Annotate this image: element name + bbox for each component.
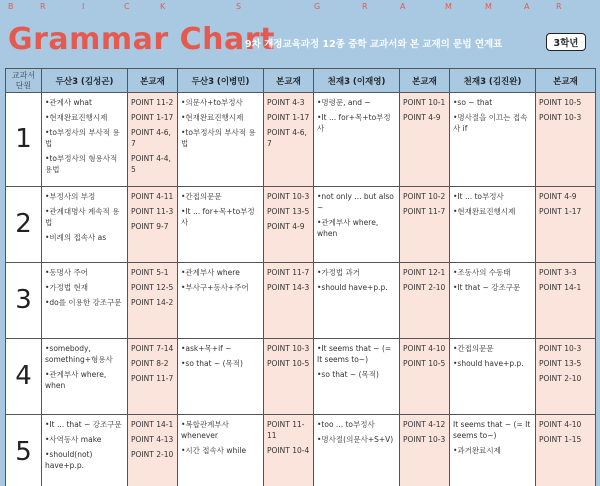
grammar-item: •현재완료진행시제 <box>453 207 516 216</box>
book-header: 천재3 (이재영) <box>314 69 400 93</box>
grammar-cell <box>450 187 536 263</box>
brand-letter: M <box>485 2 492 11</box>
point-ref: POINT 14-1 <box>131 420 174 429</box>
point-ref: POINT 5-1 <box>131 268 169 277</box>
point-cell <box>400 93 450 187</box>
point-ref: POINT 14-1 <box>539 283 582 292</box>
grammar-item: •It ... that ~ 강조구문 <box>45 420 122 429</box>
point-ref: POINT 4-6, 7 <box>267 128 307 148</box>
book-header: 천재3 (김진완) <box>450 69 536 93</box>
point-cell <box>536 187 596 263</box>
point-ref: POINT 10-3 <box>267 344 310 353</box>
ref-header: 본교재 <box>264 69 314 93</box>
grammar-item: •명령문, and ~ <box>317 98 371 107</box>
grammar-item: •가정법 과거 <box>317 268 361 277</box>
brand-letter: G <box>314 2 321 11</box>
point-ref: POINT 7-14 <box>131 344 174 353</box>
point-ref: POINT 3-3 <box>539 268 577 277</box>
point-cell <box>400 263 450 339</box>
brand-letter: R <box>40 2 46 11</box>
point-cell <box>128 339 178 415</box>
point-ref: POINT 4-9 <box>403 113 441 122</box>
brand-letter: K <box>160 2 166 11</box>
point-ref: POINT 1-15 <box>539 435 582 444</box>
point-ref: POINT 11-7 <box>131 374 174 383</box>
ref-header: 본교재 <box>400 69 450 93</box>
point-ref: POINT 8-2 <box>131 359 169 368</box>
grammar-item: •so that ~ (목적) <box>181 359 243 368</box>
point-cell <box>536 415 596 486</box>
table-row <box>6 263 596 339</box>
table-row <box>6 339 596 415</box>
point-cell <box>128 415 178 486</box>
brand-letter: S <box>236 2 242 11</box>
grammar-item: •should have+p.p. <box>453 359 524 368</box>
grammar-item: It seems that ~ (= It seems to~) <box>453 420 531 440</box>
point-ref: POINT 4-10 <box>539 420 582 429</box>
grammar-item: •to부정사의 부사적 용법 <box>181 128 256 148</box>
unit-header-line: 단원 <box>15 80 32 90</box>
ref-header: 본교재 <box>536 69 596 93</box>
grammar-item: •동명사 주어 <box>45 268 89 277</box>
point-cell <box>400 415 450 486</box>
grammar-item: •관계사 what <box>45 98 92 107</box>
point-ref: POINT 9-7 <box>131 222 169 231</box>
brand-letter: A <box>400 2 406 11</box>
point-ref: POINT 13-5 <box>539 359 582 368</box>
book-header: 두산3 (김성곤) <box>42 69 128 93</box>
grammar-item: •비례의 접속사 as <box>45 233 107 242</box>
point-ref: POINT 4-11 <box>131 192 174 201</box>
grammar-cell <box>450 415 536 486</box>
unit-header <box>6 69 42 93</box>
point-ref: POINT 4-12 <box>403 420 446 429</box>
grammar-cell <box>42 263 128 339</box>
grammar-item: •관계부사 where <box>181 268 240 277</box>
grammar-cell <box>314 263 400 339</box>
grammar-item: •부정사의 부정 <box>45 192 96 201</box>
unit-number: 4 <box>6 339 42 415</box>
point-cell <box>536 263 596 339</box>
unit-number: 5 <box>6 415 42 486</box>
point-ref: POINT 4-4, 5 <box>131 154 171 174</box>
brand-letter: M <box>445 2 452 11</box>
point-cell <box>400 339 450 415</box>
brand-letters <box>0 2 600 14</box>
point-cell <box>264 415 314 486</box>
grammar-item: •ask+목+if ~ <box>181 344 232 353</box>
point-ref: POINT 11-7 <box>403 207 446 216</box>
grammar-item: •명사절(의문사+S+V) <box>317 435 394 444</box>
grammar-item: •to부정사의 부사적 용법 <box>45 128 120 148</box>
grammar-item: •It ... for+목+to부정사 <box>317 113 391 133</box>
point-ref: POINT 1-17 <box>131 113 174 122</box>
point-ref: POINT 1-17 <box>539 207 582 216</box>
grammar-item: •관계부사 where, when <box>45 370 107 390</box>
grammar-item: •to부정사의 형용사적 용법 <box>45 154 118 174</box>
grammar-item: •too ... to부정사 <box>317 420 375 429</box>
grammar-item: •do를 이용한 강조구문 <box>45 298 122 307</box>
point-cell <box>264 263 314 339</box>
point-ref: POINT 10-3 <box>539 344 582 353</box>
page-title: Grammar Chart <box>8 22 275 57</box>
grammar-cell <box>178 263 264 339</box>
point-ref: POINT 11-2 <box>131 98 174 107</box>
brand-letter: A <box>524 2 530 11</box>
point-ref: POINT 12-5 <box>131 283 174 292</box>
point-ref: POINT 14-3 <box>267 283 310 292</box>
grammar-item: •관계대명사 계속적 용법 <box>45 207 120 227</box>
grammar-item: •not only ... but also ~ <box>317 192 394 212</box>
grammar-item: •명사절을 이끄는 접속사 if <box>453 113 528 133</box>
grammar-item: •조동사의 수동태 <box>453 268 511 277</box>
grammar-cell <box>178 187 264 263</box>
point-cell <box>536 93 596 187</box>
table-row <box>6 187 596 263</box>
grammar-item: •should(not) have+p.p. <box>45 450 93 470</box>
point-ref: POINT 10-4 <box>267 446 310 455</box>
grammar-cell <box>450 339 536 415</box>
point-ref: POINT 10-5 <box>403 359 446 368</box>
grammar-cell <box>42 339 128 415</box>
header-row <box>6 69 596 93</box>
grammar-item: •should have+p.p. <box>317 283 388 292</box>
grammar-item: •so that ~ (목적) <box>317 370 379 379</box>
grammar-item: •현재완료진행시제 <box>45 113 108 122</box>
point-ref: POINT 2-10 <box>403 283 446 292</box>
grammar-item: •It ... to부정사 <box>453 192 504 201</box>
grammar-item: •It ... for+목+to부정사 <box>181 207 255 227</box>
grade-badge: 3학년 <box>546 33 586 51</box>
grammar-item: •관계부사 where, when <box>317 218 379 238</box>
grammar-item: •시간 접속사 while <box>181 446 247 455</box>
grammar-cell <box>450 93 536 187</box>
point-cell <box>128 93 178 187</box>
grammar-cell <box>314 339 400 415</box>
grammar-cell <box>42 415 128 486</box>
point-cell <box>536 339 596 415</box>
grammar-item: •과거완료시제 <box>453 446 501 455</box>
grammar-cell <box>314 93 400 187</box>
grammar-item: •It that ~ 강조구문 <box>453 283 521 292</box>
point-ref: POINT 11-11 <box>267 420 305 440</box>
point-ref: POINT 10-2 <box>403 192 446 201</box>
grammar-item: •현재완료진행시제 <box>181 113 244 122</box>
grammar-item: •사역동사 make <box>45 435 102 444</box>
table-row <box>6 415 596 486</box>
point-ref: POINT 2-10 <box>131 450 174 459</box>
point-ref: POINT 4-9 <box>539 192 577 201</box>
grammar-cell <box>314 415 400 486</box>
point-ref: POINT 4-6, 7 <box>131 128 171 148</box>
unit-number: 3 <box>6 263 42 339</box>
book-header: 두산3 (이병민) <box>178 69 264 93</box>
grammar-item: •somebody, something+형용사 <box>45 344 113 364</box>
point-ref: POINT 10-5 <box>539 98 582 107</box>
unit-header-line: 교과서 <box>11 70 36 80</box>
point-ref: POINT 11-3 <box>131 207 174 216</box>
grammar-item: •간접의문문 <box>453 344 494 353</box>
point-ref: POINT 4-3 <box>267 98 305 107</box>
grammar-chart-table <box>5 68 596 486</box>
point-ref: POINT 13-5 <box>267 207 310 216</box>
grammar-cell <box>314 187 400 263</box>
grammar-item: •so ~ that <box>453 98 493 107</box>
brand-letter: C <box>124 2 130 11</box>
grammar-cell <box>178 415 264 486</box>
point-cell <box>264 187 314 263</box>
grammar-item: •가정법 현재 <box>45 283 89 292</box>
grammar-item: •복합관계부사 whenever <box>181 420 229 440</box>
point-ref: POINT 10-3 <box>539 113 582 122</box>
point-ref: POINT 11-7 <box>267 268 310 277</box>
point-ref: POINT 1-17 <box>267 113 310 122</box>
grammar-cell <box>450 263 536 339</box>
brand-letter: R <box>556 2 562 11</box>
table-row <box>6 93 596 187</box>
brand-letter: B <box>8 2 14 11</box>
grammar-cell <box>42 187 128 263</box>
point-ref: POINT 10-1 <box>403 98 446 107</box>
grammar-cell <box>178 93 264 187</box>
grammar-cell <box>178 339 264 415</box>
point-ref: POINT 10-3 <box>403 435 446 444</box>
brand-letter: I <box>82 2 85 11</box>
point-ref: POINT 12-1 <box>403 268 446 277</box>
point-cell <box>264 339 314 415</box>
point-cell <box>128 187 178 263</box>
point-ref: POINT 10-5 <box>267 359 310 368</box>
grammar-item: •간접의문문 <box>181 192 222 201</box>
brand-letter: R <box>362 2 368 11</box>
point-cell <box>264 93 314 187</box>
unit-number: 2 <box>6 187 42 263</box>
point-ref: POINT 14-2 <box>131 298 174 307</box>
point-cell <box>400 187 450 263</box>
grammar-cell <box>42 93 128 187</box>
grammar-item: •의문사+to부정사 <box>181 98 243 107</box>
point-ref: POINT 4-13 <box>131 435 174 444</box>
point-cell <box>128 263 178 339</box>
point-ref: POINT 4-9 <box>267 222 305 231</box>
point-ref: POINT 4-10 <box>403 344 446 353</box>
point-ref: POINT 2-10 <box>539 374 582 383</box>
unit-number: 1 <box>6 93 42 187</box>
grammar-item: •It seems that ~ (= It seems to~) <box>317 344 392 364</box>
page-subtitle: 9차 개정교육과정 12종 중학 교과서와 본 교재의 문법 연계표 <box>245 39 503 50</box>
point-ref: POINT 10-3 <box>267 192 310 201</box>
grammar-item: •부사구+동사+주어 <box>181 283 249 292</box>
ref-header: 본교재 <box>128 69 178 93</box>
